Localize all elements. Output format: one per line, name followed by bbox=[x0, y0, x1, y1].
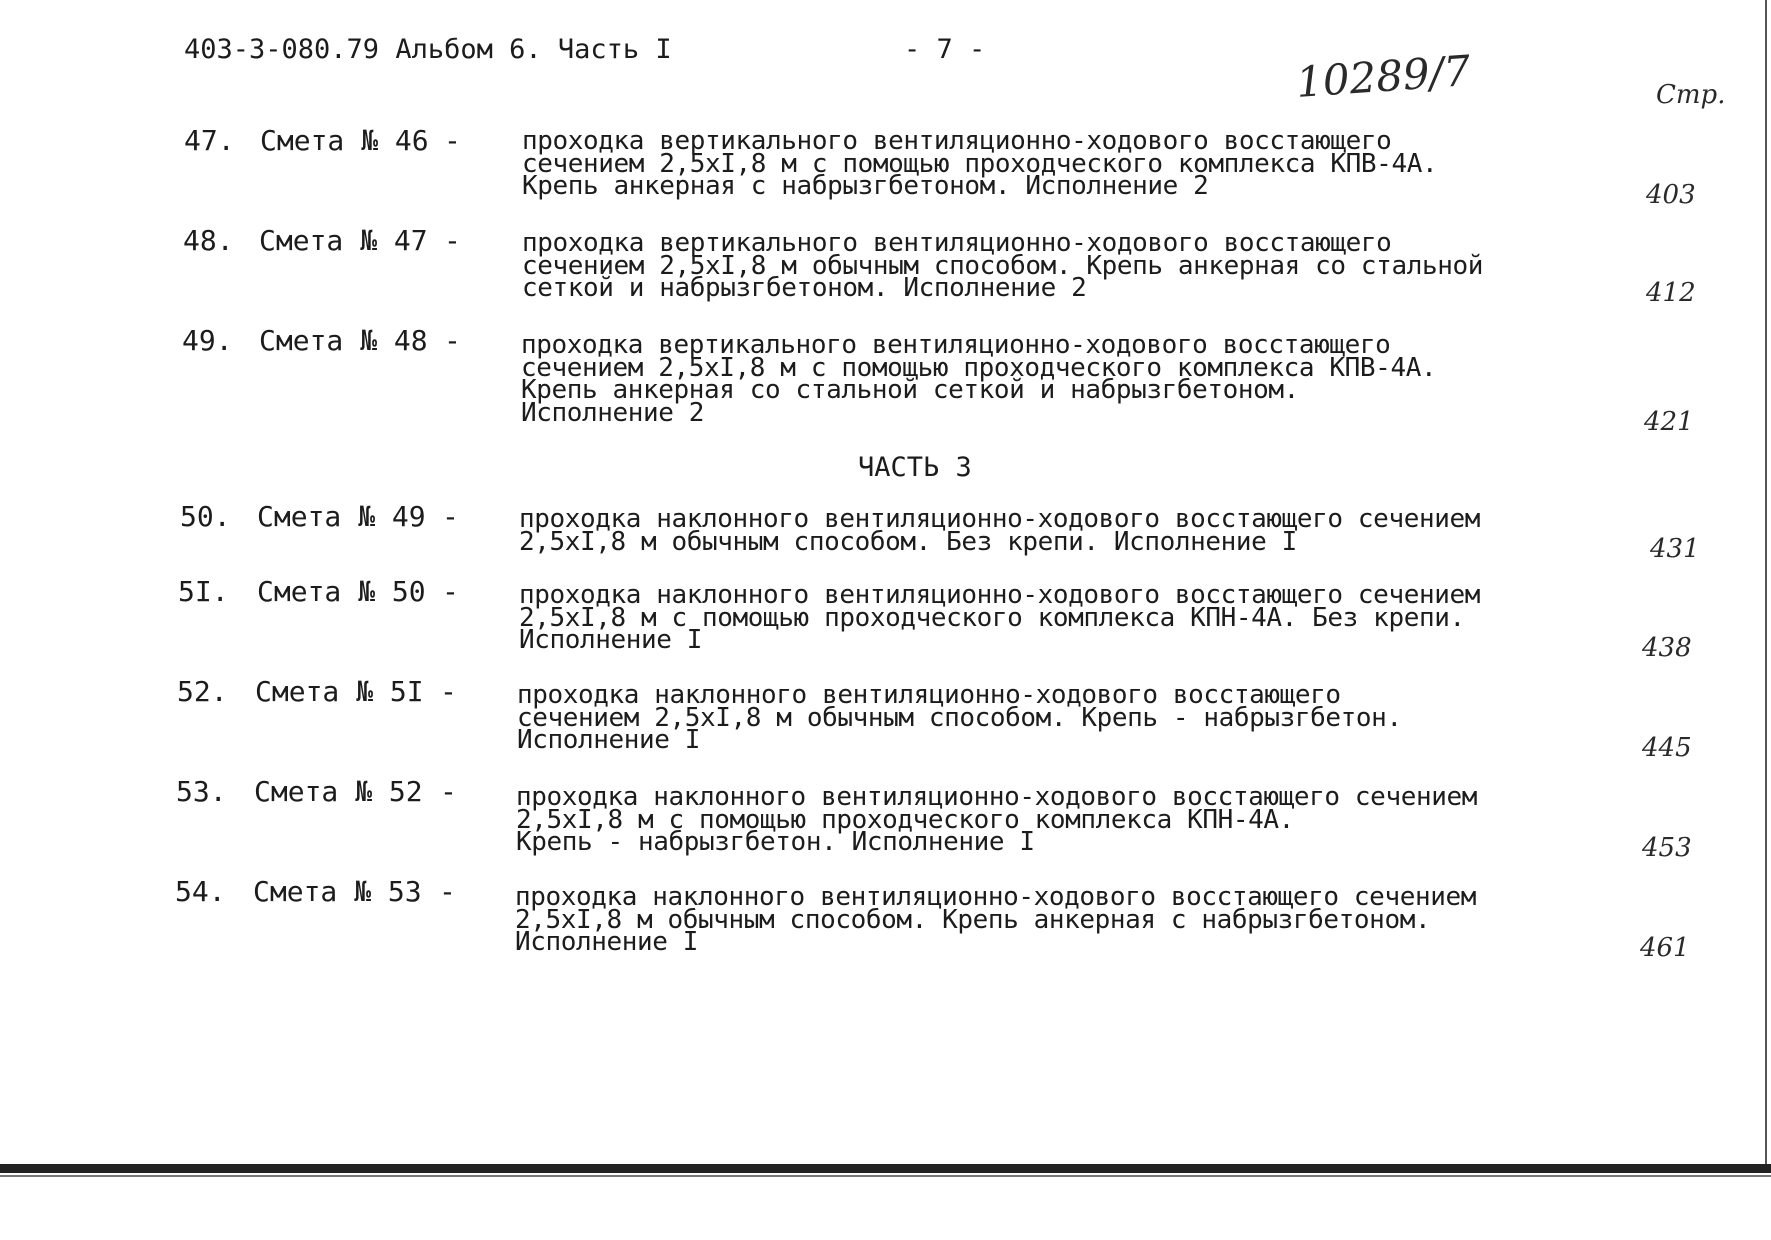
description-line: проходка наклонного вентиляционно-ходового восстающего сечением bbox=[516, 782, 1477, 812]
estimate-label: Смета № 52 bbox=[254, 775, 423, 808]
description-line: проходка наклонного вентиляционно-ходового восстающего bbox=[517, 680, 1341, 710]
estimate-label: Смета № 53 bbox=[253, 875, 422, 908]
entry-dash: - bbox=[442, 575, 459, 608]
entry-dash: - bbox=[444, 124, 461, 157]
description-line: проходка вертикального вентиляционно-ходового восстающего bbox=[521, 330, 1391, 360]
entry-description bbox=[522, 126, 1438, 201]
estimate-label: Смета № 47 bbox=[259, 224, 428, 257]
estimate-label: Смета № 5I bbox=[255, 675, 424, 708]
entry-description bbox=[515, 882, 1476, 957]
entry-number: 53. bbox=[176, 775, 227, 808]
entry-description bbox=[522, 228, 1483, 303]
description-line: проходка наклонного вентиляционно-ходового восстающего сечением bbox=[519, 580, 1480, 610]
entry-number: 48. bbox=[183, 224, 234, 257]
page-number: - 7 - bbox=[904, 34, 986, 65]
entry-description bbox=[521, 330, 1437, 428]
page-ref: 431 bbox=[1650, 534, 1700, 564]
description-line: проходка наклонного вентиляционно-ходового восстающего сечением bbox=[515, 882, 1476, 912]
estimate-label: Смета № 48 bbox=[259, 324, 428, 357]
section-title: ЧАСТЬ 3 bbox=[858, 452, 972, 483]
description-line: Исполнение 2 bbox=[521, 397, 705, 428]
description-line: Крепь - набрызгбетон. Исполнение I bbox=[516, 827, 1035, 857]
estimate-label: Смета № 50 bbox=[257, 575, 426, 608]
entry-number: 54. bbox=[175, 875, 226, 908]
entry-dash: - bbox=[444, 324, 461, 357]
page-ref: 461 bbox=[1640, 933, 1690, 963]
page-ref: 421 bbox=[1644, 407, 1694, 437]
estimate-label: Смета № 46 bbox=[260, 124, 429, 157]
description-line: сечением 2,5хI,8 м обычным способом. Крепь анкерная со стальной bbox=[522, 250, 1483, 281]
entry-description bbox=[519, 580, 1480, 655]
entry-number: 52. bbox=[177, 675, 228, 708]
description-line: проходка вертикального вентиляционно-ходового восстающего bbox=[522, 228, 1392, 258]
entry-description bbox=[517, 680, 1402, 755]
description-line: сечением 2,5хI,8 м с помощью проходческого комплекса КПВ-4А. bbox=[522, 148, 1438, 179]
entry-description bbox=[516, 782, 1477, 857]
entry-number: 49. bbox=[182, 324, 233, 357]
page-ref: 453 bbox=[1642, 833, 1692, 863]
description-line: Исполнение I bbox=[517, 725, 701, 755]
entry-dash: - bbox=[440, 775, 457, 808]
description-line: 2,5хI,8 м с помощью проходческого комплекса КПН-4А. bbox=[516, 804, 1294, 835]
description-line: проходка наклонного вентиляционно-ходового восстающего сечением bbox=[519, 504, 1480, 534]
description-line: Крепь анкерная с набрызгбетоном. Исполнение 2 bbox=[522, 171, 1209, 201]
page-ref: 403 bbox=[1646, 180, 1696, 210]
page-column-label: Стр. bbox=[1656, 80, 1726, 110]
handwritten-archive-number: 10289/7 bbox=[1294, 45, 1472, 108]
description-line: 2,5хI,8 м с помощью проходческого комплекса КПН-4А. Без крепи. bbox=[519, 602, 1465, 633]
entry-number: 47. bbox=[184, 124, 235, 157]
bottom-border-shadow bbox=[0, 1175, 1771, 1177]
entry-number: 50. bbox=[180, 500, 231, 533]
entry-dash: - bbox=[444, 224, 461, 257]
estimate-label: Смета № 49 bbox=[257, 500, 426, 533]
page-ref: 438 bbox=[1642, 633, 1692, 663]
document-reference: 403-3-080.79 Альбом 6. Часть I bbox=[184, 34, 672, 65]
description-line: 2,5хI,8 м обычным способом. Крепь анкерная с набрызгбетоном. bbox=[515, 904, 1431, 935]
description-line: сеткой и набрызгбетоном. Исполнение 2 bbox=[522, 273, 1087, 303]
description-line: 2,5хI,8 м обычным способом. Без крепи. Исполнение I bbox=[519, 526, 1297, 557]
bottom-border bbox=[0, 1164, 1771, 1173]
entry-dash: - bbox=[439, 875, 456, 908]
entry-dash: - bbox=[440, 675, 457, 708]
description-line: сечением 2,5хI,8 м с помощью проходческого комплекса КПВ-4А. bbox=[521, 352, 1437, 383]
description-line: Исполнение I bbox=[519, 625, 703, 655]
description-line: Крепь анкерная со стальной сеткой и набрызгбетоном. bbox=[521, 375, 1299, 405]
entry-description bbox=[519, 504, 1480, 557]
page-edge-line bbox=[1765, 0, 1767, 1172]
entry-dash: - bbox=[442, 500, 459, 533]
description-line: Исполнение I bbox=[515, 927, 699, 957]
entry-number: 5I. bbox=[178, 575, 229, 608]
description-line: проходка вертикального вентиляционно-ходового восстающего bbox=[522, 126, 1392, 156]
page-ref: 412 bbox=[1646, 278, 1696, 308]
description-line: сечением 2,5хI,8 м обычным способом. Крепь - набрызгбетон. bbox=[517, 702, 1402, 733]
page-ref: 445 bbox=[1642, 733, 1692, 763]
